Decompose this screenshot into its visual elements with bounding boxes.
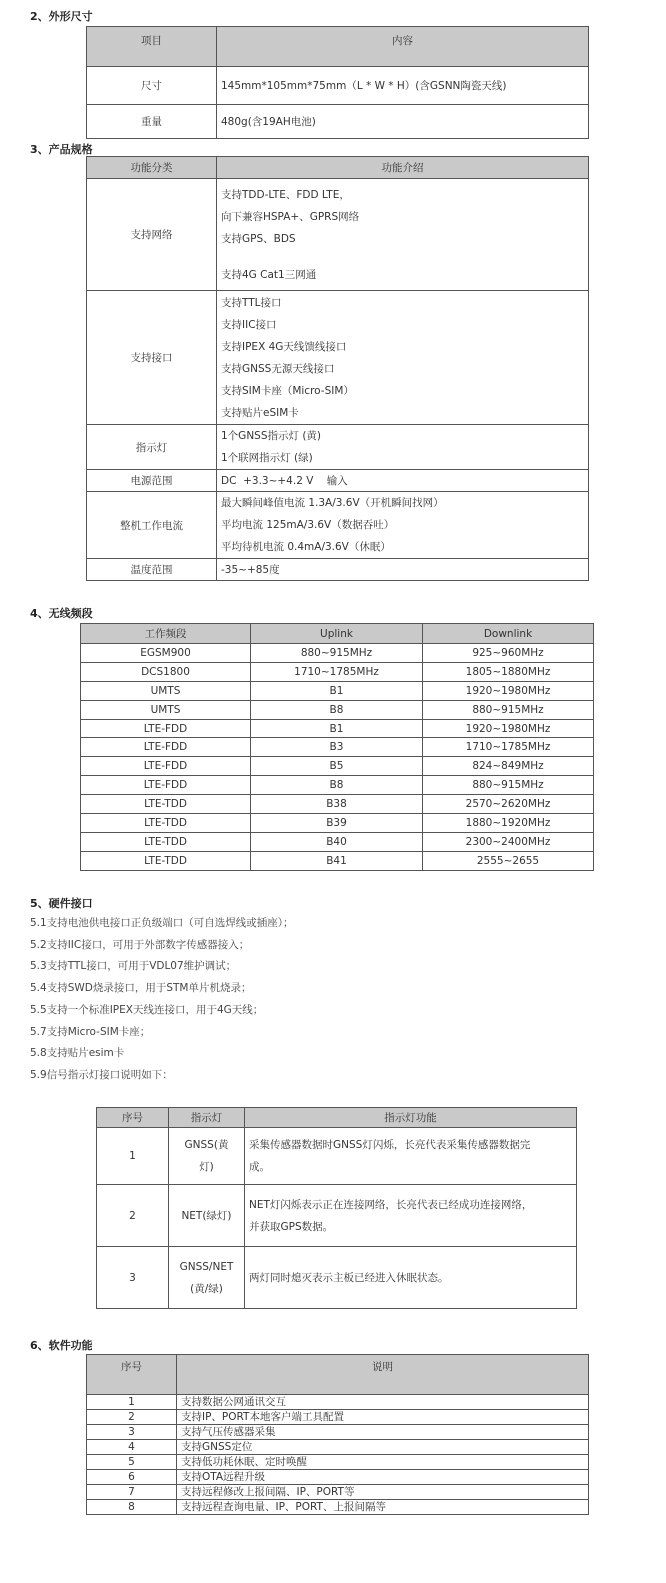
band-name: LTE-TDD — [81, 832, 251, 851]
row-line: 支持贴片eSIM卡 — [221, 406, 299, 419]
downlink-cell: 824~849MHz — [423, 757, 594, 776]
uplink-cell: 1710~1785MHz — [251, 662, 423, 681]
band-name: EGSM900 — [81, 644, 251, 663]
col-header: Uplink — [251, 624, 423, 644]
hardware-item: 5.5支持一个标准IPEX天线连接口，用于4G天线； — [30, 1003, 264, 1016]
row-line: 1个GNSS指示灯 (黄) — [221, 430, 322, 442]
row-number: 1 — [87, 1395, 177, 1410]
row-lines — [217, 179, 589, 291]
table-row — [87, 67, 589, 105]
fn-line: NET灯闪烁表示正在连接网络，长亮代表已经成功连接网络， — [249, 1198, 533, 1211]
dimensions-table — [86, 26, 589, 139]
downlink-cell: 2570~2620MHz — [423, 795, 594, 814]
band-name: UMTS — [81, 700, 251, 719]
band-name: LTE-TDD — [81, 814, 251, 833]
row-line: 支持TTL接口 — [221, 296, 282, 309]
uplink-cell: B3 — [251, 738, 423, 757]
uplink-cell: B8 — [251, 776, 423, 795]
row-line: -35~+85度 — [217, 559, 589, 581]
hardware-item: 5.4支持SWD烧录接口，用于STM单片机烧录； — [30, 982, 252, 995]
downlink-cell: 1880~1920MHz — [423, 814, 594, 833]
downlink-cell: 2555~2655 — [423, 851, 594, 870]
table-row — [81, 851, 594, 870]
table-row — [81, 681, 594, 700]
uplink-cell: B41 — [251, 851, 423, 870]
row-key: 尺寸 — [87, 67, 217, 105]
table-row — [81, 757, 594, 776]
row-number: 5 — [87, 1455, 177, 1470]
row-line: 支持GPS、BDS — [221, 232, 296, 245]
col-header: 指示灯 — [169, 1108, 245, 1128]
col-header: 说明 — [177, 1355, 589, 1395]
led-name — [169, 1128, 245, 1185]
band-name: LTE-FDD — [81, 776, 251, 795]
row-line: 支持IPEX 4G天线馈线接口 — [221, 340, 347, 353]
hardware-item: 5.3支持TTL接口，可用于VDL07维护调试； — [30, 960, 237, 973]
row-number: 6 — [87, 1470, 177, 1485]
row-lines — [217, 291, 589, 425]
row-number: 2 — [87, 1410, 177, 1425]
downlink-cell: 925~960MHz — [423, 644, 594, 663]
led-name — [169, 1185, 245, 1247]
uplink-cell: B8 — [251, 700, 423, 719]
specs-table — [86, 156, 589, 581]
table-row — [81, 700, 594, 719]
hardware-item: 5.9信号指示灯接口说明如下： — [30, 1068, 173, 1081]
col-header: Downlink — [423, 624, 594, 644]
uplink-cell: B5 — [251, 757, 423, 776]
led-function — [245, 1185, 577, 1247]
table-header-row — [97, 1108, 577, 1128]
table-header-row — [87, 157, 589, 179]
row-number: 2 — [97, 1185, 169, 1247]
table-row — [81, 738, 594, 757]
table-row — [87, 1470, 589, 1485]
table-row — [87, 1425, 589, 1440]
table-row — [81, 644, 594, 663]
led-line: GNSS/NET — [179, 1260, 234, 1273]
downlink-cell: 1920~1980MHz — [423, 681, 594, 700]
row-key: 电源范围 — [87, 470, 217, 492]
uplink-cell: B1 — [251, 681, 423, 700]
row-value: 480g(含19AH电池) — [217, 105, 589, 139]
uplink-cell: B1 — [251, 719, 423, 738]
col-header: 序号 — [87, 1355, 177, 1395]
downlink-cell: 880~915MHz — [423, 776, 594, 795]
table-row — [81, 776, 594, 795]
band-name: DCS1800 — [81, 662, 251, 681]
table-row — [97, 1247, 577, 1309]
fn-line: 成。 — [249, 1161, 270, 1173]
row-number: 1 — [97, 1128, 169, 1185]
downlink-cell: 1710~1785MHz — [423, 738, 594, 757]
row-line: 平均电流 125mA/3.6V（数据吞吐） — [221, 519, 395, 531]
hardware-item: 5.1支持电池供电接口正负级端口（可自选焊线或插座）； — [30, 917, 294, 929]
row-description: 支持IP、PORT本地客户端工具配置 — [177, 1410, 589, 1425]
row-key: 支持网络 — [87, 179, 217, 291]
section-title-specs: 3、产品规格 — [30, 143, 93, 156]
row-description: 支持GNSS定位 — [177, 1440, 589, 1455]
table-row — [87, 1485, 589, 1500]
row-lines — [217, 492, 589, 559]
table-row — [87, 1440, 589, 1455]
row-line — [221, 250, 584, 264]
table-row — [81, 795, 594, 814]
row-description: 支持远程查询电量、IP、PORT、上报间隔等 — [177, 1500, 589, 1515]
row-line: 最大瞬间峰值电流 1.3A/3.6V（开机瞬间找网） — [221, 497, 444, 509]
downlink-cell: 880~915MHz — [423, 700, 594, 719]
row-line: 1个联网指示灯 (绿) — [221, 452, 313, 464]
col-header: 指示灯功能 — [245, 1108, 577, 1128]
row-number: 3 — [97, 1247, 169, 1309]
row-key: 温度范围 — [87, 559, 217, 581]
uplink-cell: B39 — [251, 814, 423, 833]
fn-line: 采集传感器数据时GNSS灯闪烁，长亮代表采集传感器数据完 — [249, 1139, 531, 1151]
row-description: 支持低功耗休眠、定时唤醒 — [177, 1455, 589, 1470]
band-name: LTE-FDD — [81, 719, 251, 738]
band-name: UMTS — [81, 681, 251, 700]
table-row — [81, 719, 594, 738]
bands-table — [80, 623, 594, 871]
row-description: 支持气压传感器采集 — [177, 1425, 589, 1440]
col-header: 序号 — [97, 1108, 169, 1128]
table-row — [87, 1500, 589, 1515]
row-description: 支持数据公网通讯交互 — [177, 1395, 589, 1410]
table-row — [87, 105, 589, 139]
table-row — [81, 814, 594, 833]
table-header-row — [87, 27, 589, 67]
uplink-cell: B38 — [251, 795, 423, 814]
table-row — [87, 559, 589, 581]
table-header-row — [87, 1355, 589, 1395]
row-line: 支持IIC接口 — [221, 318, 277, 331]
led-line: NET(绿灯) — [181, 1209, 232, 1222]
led-line: GNSS(黄 — [184, 1139, 229, 1151]
fn-line: 两灯同时熄灭表示主板已经进入休眠状态。 — [249, 1271, 449, 1284]
section-title-hardware: 5、硬件接口 — [30, 897, 93, 910]
table-row — [97, 1128, 577, 1185]
col-header: 工作频段 — [81, 624, 251, 644]
hardware-item: 5.8支持贴片esim卡 — [30, 1047, 125, 1060]
band-name: LTE-TDD — [81, 795, 251, 814]
downlink-cell: 1805~1880MHz — [423, 662, 594, 681]
row-key: 支持接口 — [87, 291, 217, 425]
table-row — [81, 832, 594, 851]
row-key: 指示灯 — [87, 425, 217, 470]
row-value: 145mm*105mm*75mm（L * W * H）(含GSNN陶瓷天线) — [217, 67, 589, 105]
fn-line: 并获取GPS数据。 — [249, 1220, 334, 1233]
row-lines — [217, 425, 589, 470]
row-line: 支持SIM卡座（Micro-SIM） — [221, 384, 354, 397]
section-title-dimensions: 2、外形尺寸 — [30, 10, 93, 23]
table-row — [87, 291, 589, 425]
row-line: 平均待机电流 0.4mA/3.6V（休眠） — [221, 541, 391, 553]
table-row — [87, 1410, 589, 1425]
band-name: LTE-TDD — [81, 851, 251, 870]
downlink-cell: 1920~1980MHz — [423, 719, 594, 738]
row-number: 4 — [87, 1440, 177, 1455]
band-name: LTE-FDD — [81, 757, 251, 776]
table-header-row — [81, 624, 594, 644]
table-row — [87, 425, 589, 470]
col-header: 项目 — [87, 27, 217, 67]
led-line: 灯) — [199, 1161, 214, 1173]
row-number: 8 — [87, 1500, 177, 1515]
hardware-item: 5.7支持Micro-SIM卡座； — [30, 1025, 151, 1038]
row-number: 3 — [87, 1425, 177, 1440]
col-header: 功能介绍 — [217, 157, 589, 179]
band-name: LTE-FDD — [81, 738, 251, 757]
row-line: DC +3.3~+4.2 V 输入 — [217, 470, 589, 492]
table-row — [87, 492, 589, 559]
row-number: 7 — [87, 1485, 177, 1500]
hardware-item: 5.2支持IIC接口，可用于外部数字传感器接入； — [30, 938, 250, 951]
row-line: 支持TDD-LTE、FDD LTE， — [221, 188, 350, 201]
indicator-table — [96, 1107, 577, 1309]
table-row — [87, 179, 589, 291]
led-line: (黄/绿) — [190, 1282, 223, 1295]
table-row — [87, 1395, 589, 1410]
col-header: 内容 — [217, 27, 589, 67]
col-header: 功能分类 — [87, 157, 217, 179]
table-row — [87, 1455, 589, 1470]
led-function — [245, 1128, 577, 1185]
row-line: 向下兼容HSPA+、GPRS网络 — [221, 210, 360, 223]
table-row — [87, 470, 589, 492]
table-row — [97, 1185, 577, 1247]
downlink-cell: 2300~2400MHz — [423, 832, 594, 851]
row-description: 支持远程修改上报间隔、IP、PORT等 — [177, 1485, 589, 1500]
row-key: 重量 — [87, 105, 217, 139]
led-function — [245, 1247, 577, 1309]
section-title-software: 6、软件功能 — [30, 1339, 93, 1352]
row-description: 支持OTA远程升级 — [177, 1470, 589, 1485]
software-table — [86, 1354, 589, 1515]
table-row — [81, 662, 594, 681]
section-title-bands: 4、无线频段 — [30, 607, 93, 620]
uplink-cell: B40 — [251, 832, 423, 851]
uplink-cell: 880~915MHz — [251, 644, 423, 663]
row-line: 支持GNSS无源天线接口 — [221, 362, 335, 375]
led-name — [169, 1247, 245, 1309]
row-line: 支持4G Cat1三网通 — [221, 268, 317, 281]
row-key: 整机工作电流 — [87, 492, 217, 559]
